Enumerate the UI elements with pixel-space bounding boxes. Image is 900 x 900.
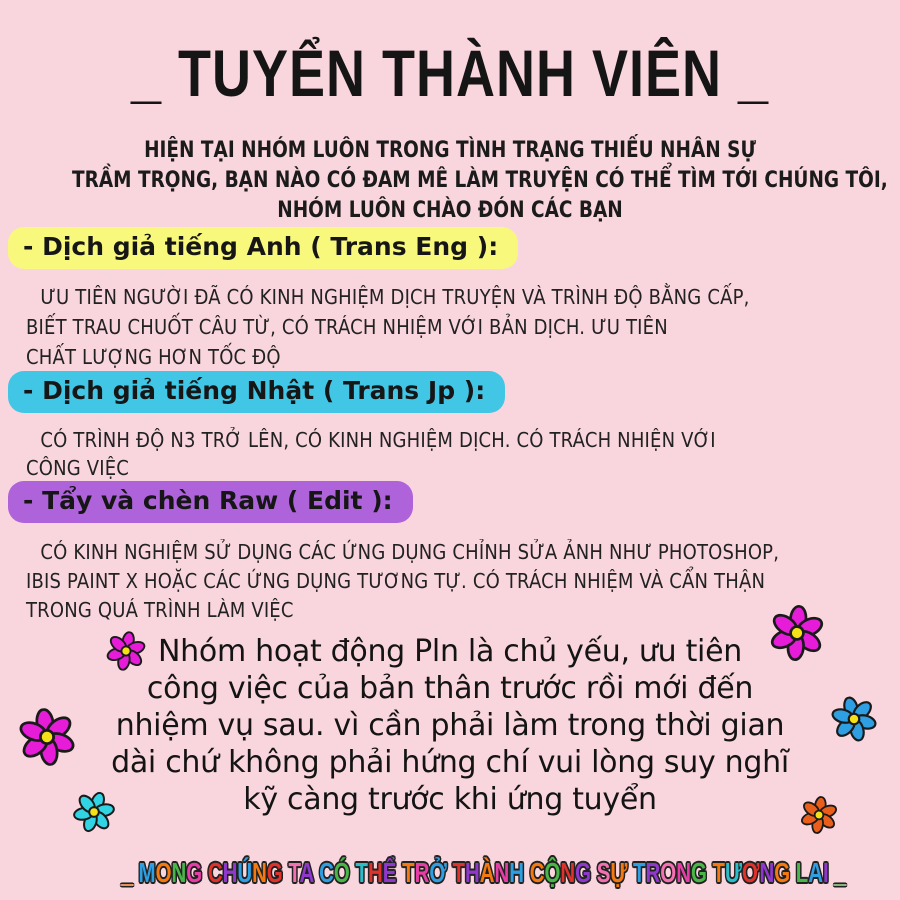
heading-trans-eng: - Dịch giả tiếng Anh ( Trans Eng ):: [8, 227, 518, 269]
footer-letter: _: [121, 857, 133, 888]
footer-letter: H: [464, 857, 480, 888]
footer-letter: T: [355, 857, 369, 888]
footer-letter: H: [222, 857, 238, 888]
footer-letter: N: [171, 857, 187, 888]
text-line: CHẤT LƯỢNG HƠN TỐC ĐỘ: [26, 345, 281, 369]
footer-letter: T: [712, 857, 726, 888]
text-line: CÓ KINH NGHIỆM SỬ DỤNG CÁC ỨNG DỤNG CHỈNH SỬA ẢNH NHƯ PHOTOSHOP,: [40, 540, 780, 564]
text-line: CÓ TRÌNH ĐỘ N3 TRỞ LÊN, CÓ KINH NGHIỆM DỊCH. CÓ TRÁCH NHIỆN VỚI: [40, 428, 716, 452]
footer-letter: _: [834, 857, 846, 888]
footer-letter: À: [479, 857, 495, 888]
text-line: IBIS PAINT X HOẶC CÁC ỨNG DỤNG TƯƠNG TỰ. CÓ TRÁCH NHIỆM VÀ CẨN THẬN: [26, 569, 766, 593]
footer-letter: Ư: [725, 857, 742, 888]
text-line: HIỆN TẠI NHÓM LUÔN TRONG TÌNH TRẠNG THIẾU NHÂN SỰ: [144, 138, 756, 163]
page-title: _ TUYỂN THÀNH VIÊN _: [130, 37, 770, 111]
footer-letter: N: [252, 857, 267, 888]
text-line: ƯU TIÊN NGƯỜI ĐÃ CÓ KINH NGHIỆM DỊCH TRUYỆN VÀ TRÌNH ĐỘ BẰNG CẤP,: [40, 285, 750, 309]
footer-letter: O: [660, 857, 677, 888]
desc-trans-eng: [26, 282, 900, 372]
heading-edit-raw: - Tẩy và chèn Raw ( Edit ):: [8, 481, 413, 523]
flower-orange-right: [798, 794, 841, 837]
footer-letter: G: [266, 857, 283, 888]
footer-letter: A: [299, 857, 314, 888]
footer-letter: C: [529, 857, 545, 888]
footer-letter: Ộ: [544, 857, 561, 888]
text-line: NHÓM LUÔN CHÀO ĐÓN CÁC BẠN: [277, 198, 623, 223]
footer-letter: T: [452, 857, 465, 888]
footer-letter: T: [633, 857, 646, 888]
footer-letter: G: [186, 857, 203, 888]
footer-letter: Ơ: [742, 857, 760, 888]
footer-letter: Ó: [333, 857, 350, 888]
text-line: TRẦM TRỌNG, BẠN NÀO CÓ ĐAM MÊ LÀM TRUYỆN CÓ THỂ TÌM TỚI CHÚNG TÔI,: [72, 168, 888, 193]
footer-letter: R: [645, 857, 661, 888]
footer-letter: A: [808, 857, 824, 888]
text-line: dài chứ không phải hứng chí vui lòng suy nghĩ: [111, 745, 789, 780]
footer-letter: Ở: [429, 857, 447, 888]
footer-letter: H: [368, 857, 383, 888]
text-line: BIẾT TRAU CHUỐT CÂU TỪ, CÓ TRÁCH NHIỆM VỚI BẢN DỊCH. ƯU TIÊN: [26, 315, 668, 339]
footer-letter: G: [774, 857, 791, 888]
footer-letter: S: [596, 857, 611, 888]
footer-letter: T: [402, 857, 415, 888]
text-line: Nhóm hoạt động Pln là chủ yếu, ưu tiên: [158, 634, 742, 669]
desc-trans-jp: [26, 426, 900, 482]
footer-letter: C: [207, 857, 223, 888]
flower-magenta-small-left: [102, 627, 149, 674]
footer-letter: T: [288, 857, 300, 888]
flower-magenta-large-left: [14, 704, 80, 770]
footer-letter: N: [676, 857, 691, 888]
intro-paragraph: [72, 136, 888, 226]
footer-letter: I: [823, 857, 829, 888]
footer-letter: C: [319, 857, 334, 888]
footer-letter: Ự: [610, 857, 628, 888]
text-line: nhiệm vụ sau. vì cần phải làm trong thời gian: [115, 708, 785, 743]
footer-letter: N: [494, 857, 510, 888]
footer-letter: G: [690, 857, 707, 888]
footer-letter: N: [560, 857, 576, 888]
text-line: công việc của bản thân trước rồi mới đến: [146, 671, 754, 706]
footer-letter: Ú: [237, 857, 253, 888]
desc-edit-raw: [26, 538, 900, 625]
footer-letter: R: [414, 857, 430, 888]
footer-letter: Ể: [382, 857, 397, 888]
text-line: CÔNG VIỆC: [26, 456, 130, 480]
text-line: kỹ càng trước khi ứng tuyển: [243, 782, 657, 817]
footer-letter: O: [155, 857, 172, 888]
heading-trans-jp: - Dịch giả tiếng Nhật ( Trans Jp ):: [8, 371, 505, 413]
footer-letter: M: [138, 857, 156, 888]
footer-letter: H: [509, 857, 525, 888]
footer-letter: L: [795, 857, 809, 888]
flower-magenta-right: [767, 603, 828, 664]
footer-rainbow-text: [121, 857, 846, 889]
footer-letter: G: [575, 857, 592, 888]
footer-letter: N: [759, 857, 775, 888]
text-line: TRONG QUÁ TRÌNH LÀM VIỆC: [26, 598, 294, 622]
